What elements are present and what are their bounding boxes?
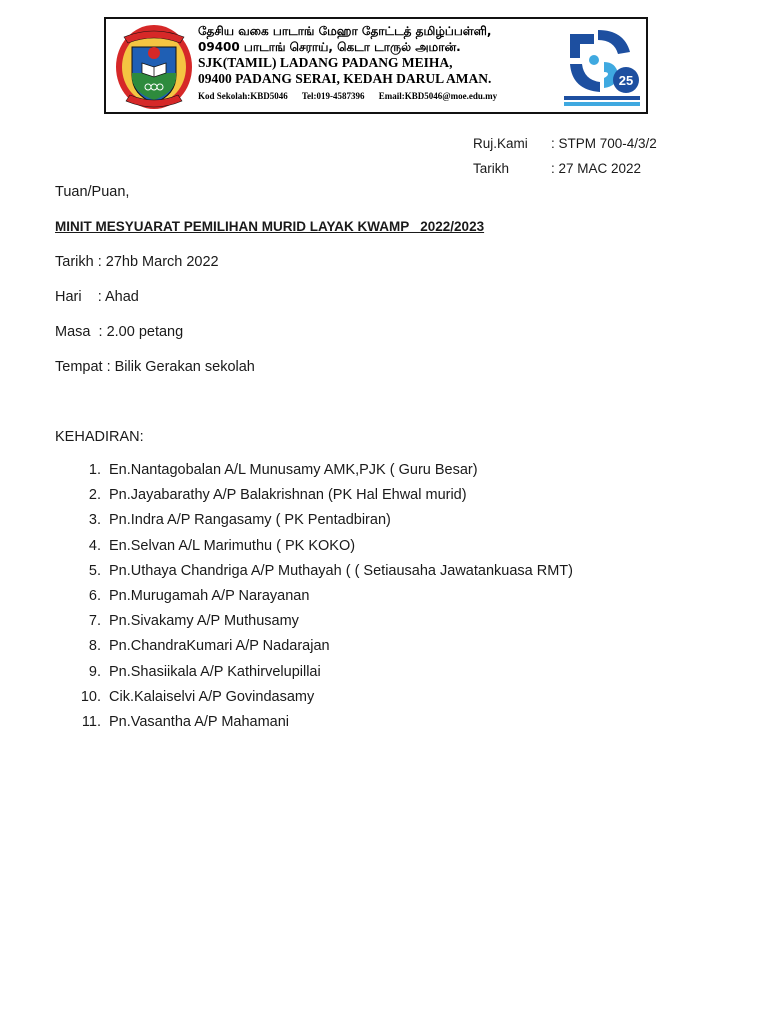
tarikh-label: Tarikh [473, 161, 510, 176]
list-item [55, 613, 573, 638]
meeting-details [55, 254, 255, 394]
letterhead-address: 09400 PADANG SERAI, KEDAH DARUL AMAN. [198, 71, 492, 86]
letterhead [104, 17, 648, 114]
document-title: MINIT MESYUARAT PEMILIHAN MURID LAYAK KWAMP 2022/2023 [55, 219, 485, 234]
list-number: 2. [88, 487, 101, 504]
list-item [55, 563, 573, 588]
reference-date-row [473, 156, 657, 181]
list-number: 1. [88, 462, 101, 478]
list-item [55, 462, 573, 487]
list-number: 6. [88, 587, 101, 604]
school-crest-icon [114, 23, 194, 111]
list-item [55, 512, 573, 537]
meeting-date: Tarikh : 27hb March 2022 [55, 254, 219, 270]
list-number: 8. [88, 638, 101, 655]
list-item [55, 487, 573, 512]
salutation: Tuan/Puan, [55, 184, 130, 200]
school-code: Kod Sekolah:KBD5046 [198, 91, 288, 101]
list-number: 5. [88, 562, 101, 579]
attendee-name: Pn.Murugamah A/P Narayanan [109, 587, 310, 604]
logo-number: 25 [618, 73, 634, 88]
ruj-value: : STPM 700-4/3/2 [551, 136, 657, 151]
attendee-name: En.Selvan A/L Marimuthu ( PK KOKO) [109, 537, 356, 554]
letterhead-tamil-address: 09400 பாடாங் செராய், கெடா டாருல் அமான். [198, 40, 461, 54]
list-number: 9. [88, 663, 101, 680]
reference-block [473, 131, 657, 181]
list-number: 3. [88, 512, 101, 529]
meeting-place: Tempat : Bilik Gerakan sekolah [55, 359, 255, 375]
school-email: Email:KBD5046@moe.edu.my [378, 91, 498, 101]
attendance-list [55, 462, 573, 739]
meeting-time: Masa : 2.00 petang [55, 324, 184, 340]
list-item [55, 664, 573, 689]
attendee-name: En.Nantagobalan A/L Munusamy AMK,PJK ( Guru Besar) [109, 462, 478, 478]
attendee-name: Pn.Jayabarathy A/P Balakrishnan (PK Hal Ehwal murid) [109, 487, 467, 504]
attendee-name: Pn.Vasantha A/P Mahamani [109, 713, 290, 730]
attendee-name: Pn.Shasiikala A/P Kathirvelupillai [109, 663, 321, 680]
list-number: 7. [88, 613, 101, 630]
letterhead-school-name: SJK(TAMIL) LADANG PADANG MEIHA, [198, 55, 453, 70]
attendee-name: Cik.Kalaiselvi A/P Govindasamy [109, 688, 315, 705]
list-item [55, 689, 573, 714]
school-phone: Tel:019-4587396 [301, 91, 365, 101]
tarikh-value: : 27 MAC 2022 [551, 161, 642, 176]
attendance-heading: KEHADIRAN: [55, 429, 144, 445]
list-number: 4. [88, 537, 101, 554]
ruj-label: Ruj.Kami [473, 136, 528, 151]
meeting-day: Hari : Ahad [55, 289, 139, 305]
list-item [55, 588, 573, 613]
letterhead-tamil-name: தேசிய வகை பாடாங் மேஹா தோட்டத் தமிழ்ப்பள்ளி, [198, 24, 492, 38]
attendee-name: Pn.Uthaya Chandriga A/P Muthayah ( ( Setiausaha Jawatankuasa RMT) [109, 562, 573, 579]
attendee-name: Pn.Indra A/P Rangasamy ( PK Pentadbiran) [109, 512, 391, 529]
attendee-name: Pn.ChandraKumari A/P Nadarajan [109, 638, 330, 655]
pps-25-logo-icon [564, 24, 640, 108]
list-item [55, 714, 573, 739]
letterhead-contact [198, 88, 568, 104]
reference-ruj-row [473, 131, 657, 156]
attendee-name: Pn.Sivakamy A/P Muthusamy [109, 613, 299, 630]
list-item [55, 638, 573, 663]
list-number: 11. [81, 713, 101, 730]
list-number: 10. [80, 688, 101, 705]
list-item [55, 538, 573, 563]
